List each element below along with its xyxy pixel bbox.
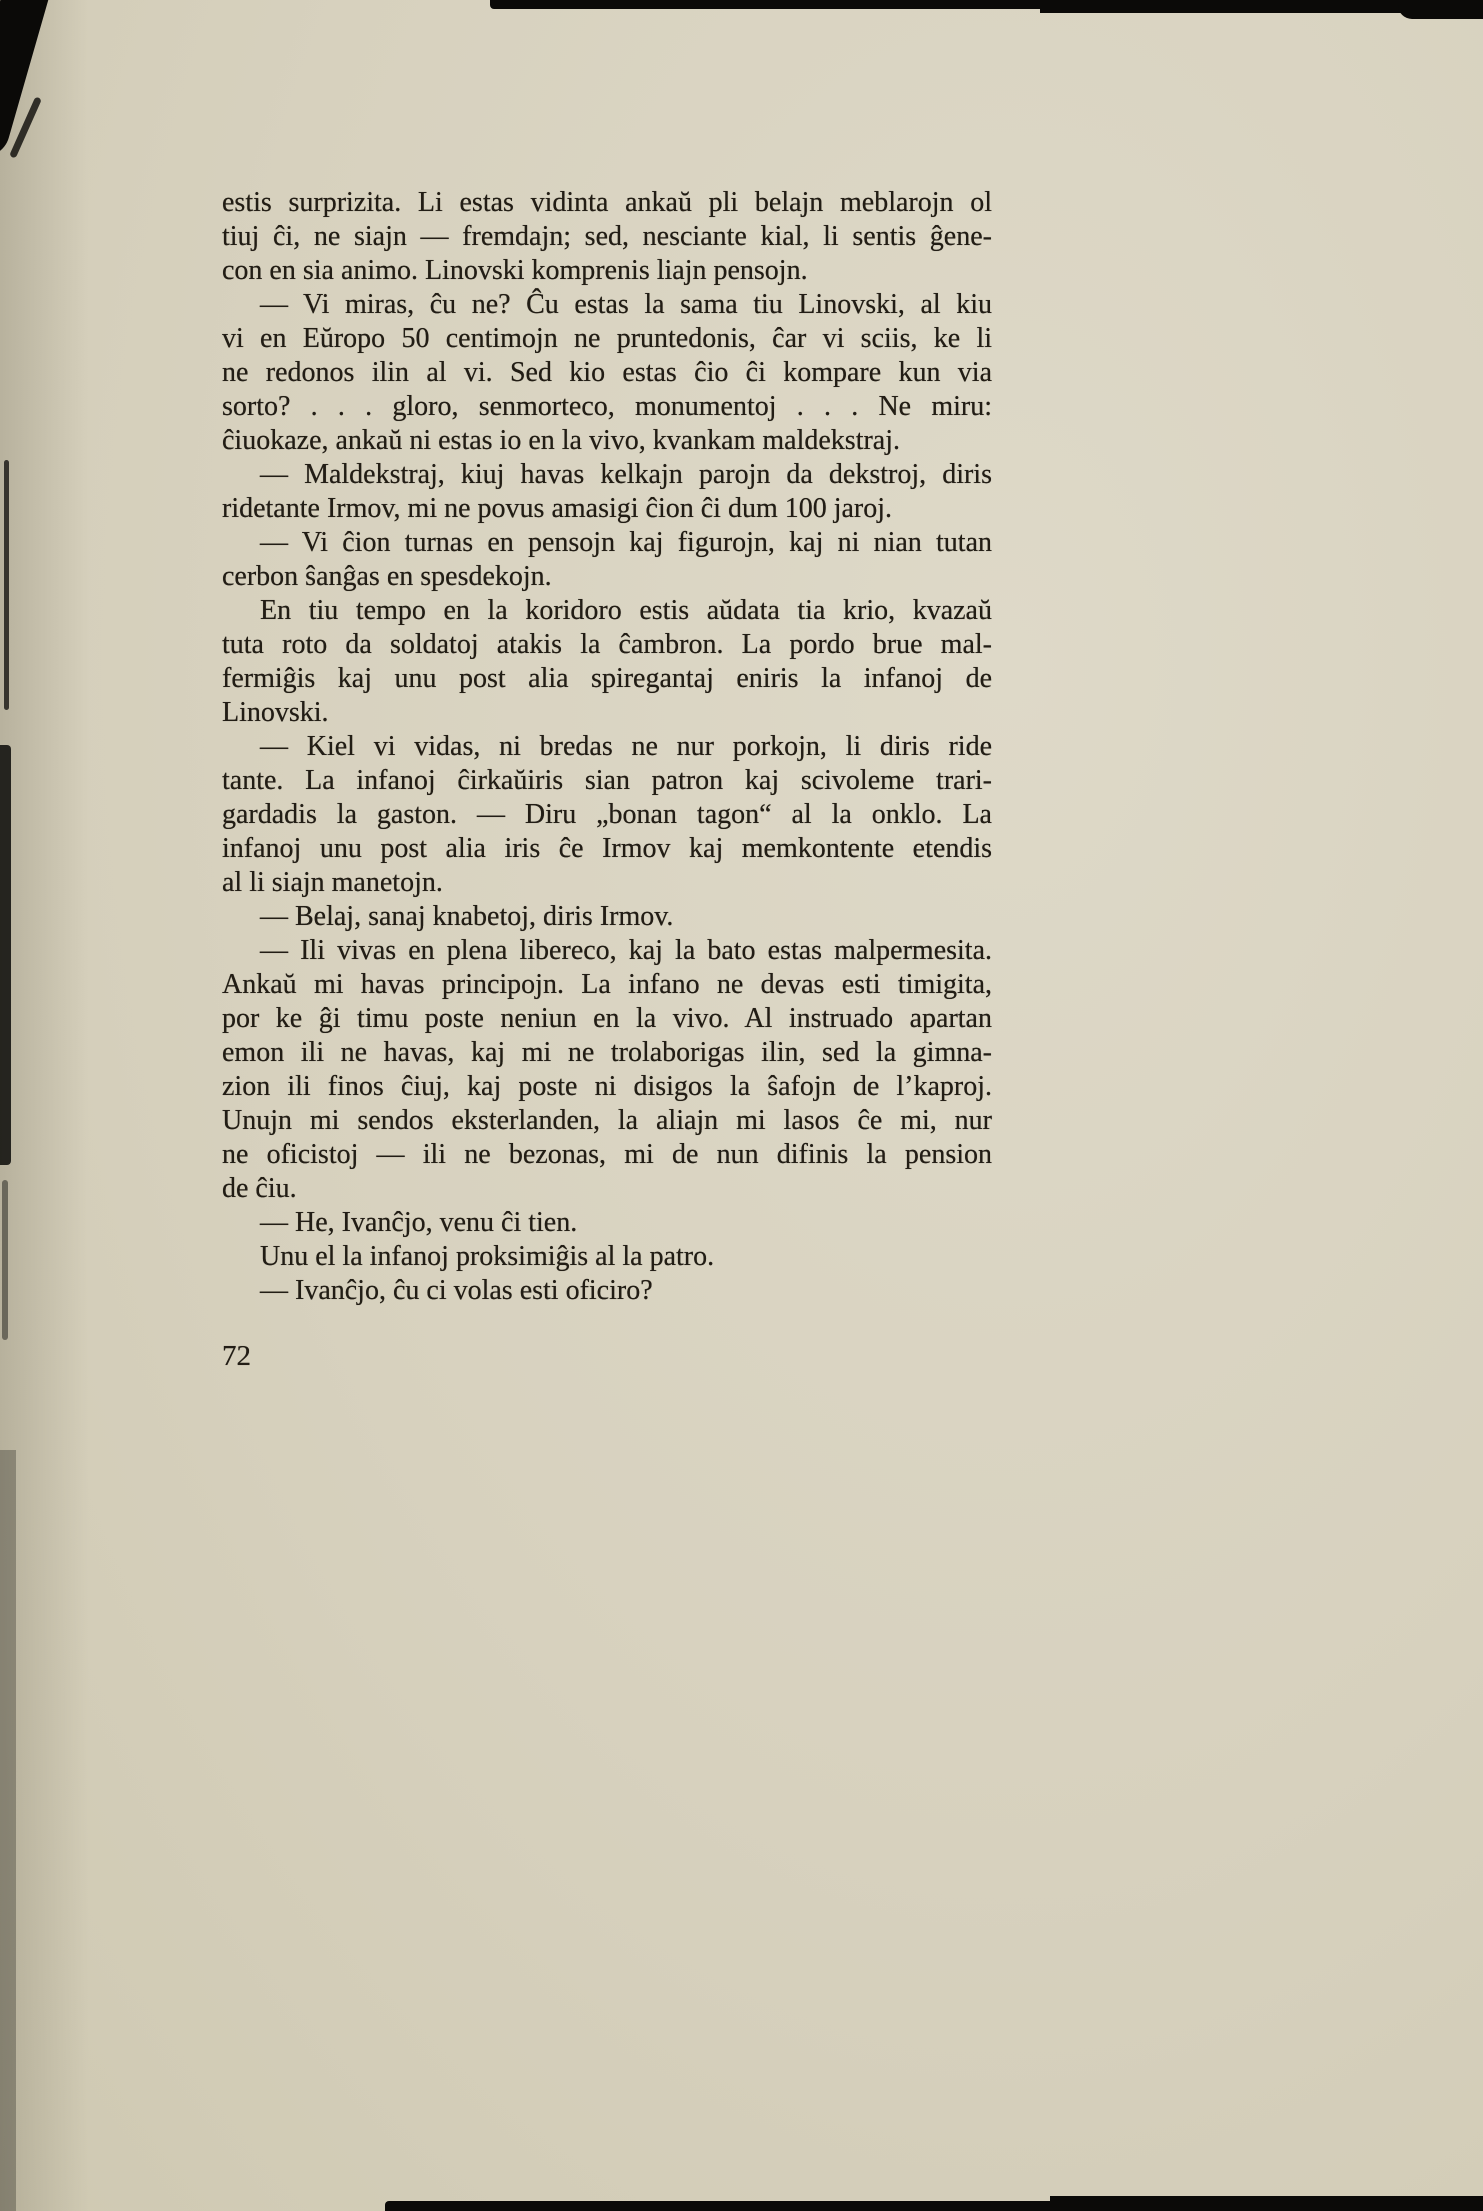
text-line: tuta roto da soldatoj atakis la ĉambron. La pordo brue mal-: [222, 629, 992, 660]
text-line: — Belaj, sanaj knabetoj, diris Irmov.: [260, 901, 674, 932]
text-line: — Kiel vi vidas, ni bredas ne nur porkojn, li diris ride: [260, 731, 992, 762]
text-line: — Vi ĉion turnas en pensojn kaj figurojn, kaj ni nian tutan: [260, 527, 992, 558]
paragraph: [222, 288, 992, 458]
paragraph: [222, 1206, 992, 1240]
paragraph: [222, 730, 992, 900]
paragraph: [222, 934, 992, 1206]
text-line: infanoj unu post alia iris ĉe Irmov kaj memkontente etendis: [222, 833, 992, 864]
text-line: fermiĝis kaj unu post alia spiregantaj eniris la infanoj de: [222, 663, 992, 694]
text-line: — He, Ivanĉjo, venu ĉi tien.: [260, 1207, 578, 1238]
text-line: zion ili finos ĉiuj, kaj poste ni disigos la ŝafojn de l’kaproj.: [222, 1071, 992, 1102]
scan-edge-left-4: [0, 1450, 16, 2211]
text-line: ne redonos ilin al vi. Sed kio estas ĉio ĉi kompare kun via: [222, 357, 992, 388]
paragraph: [222, 1274, 992, 1308]
text-line: con en sia animo. Linovski komprenis liajn pensojn.: [222, 255, 808, 286]
text-line: sorto? . . . gloro, senmorteco, monumentoj . . . Ne miru:: [222, 391, 992, 422]
paragraph: [222, 186, 992, 288]
text-line: — Ili vivas en plena libereco, kaj la bato estas malpermesita.: [260, 935, 992, 966]
text-line: Unu el la infanoj proksimiĝis al la patro.: [260, 1241, 715, 1272]
text-line: por ke ĝi timu poste neniun en la vivo. Al instruado apartan: [222, 1003, 992, 1034]
text-line: vi en Eŭropo 50 centimojn ne pruntedonis, ĉar vi sciis, ke li: [222, 323, 992, 354]
text-line: Ankaŭ mi havas principojn. La infano ne devas esti timigita,: [222, 969, 992, 1000]
scan-edge-bottom-thick: [1050, 2196, 1483, 2211]
paragraph: [222, 594, 992, 730]
scan-mark-top-left: [0, 0, 53, 163]
text-line: — Vi miras, ĉu ne? Ĉu estas la sama tiu Linovski, al kiu: [260, 289, 992, 320]
paragraph: [222, 526, 992, 594]
scan-edge-left-1: [4, 460, 9, 710]
text-line: cerbon ŝanĝas en spesdekojn.: [222, 561, 552, 592]
text-line: gardadis la gaston. — Diru „bonan tagon“ al la onklo. La: [222, 799, 992, 830]
paragraph: [222, 458, 992, 526]
text-line: Unujn mi sendos eksterlanden, la aliajn mi lasos ĉe mi, nur: [222, 1105, 992, 1136]
text-line: estis surprizita. Li estas vidinta ankaŭ pli belajn meblarojn ol: [222, 187, 992, 218]
page-number: 72: [222, 1340, 251, 1372]
scan-edge-left-2: [0, 745, 11, 1165]
text-line: — Ivanĉjo, ĉu ci volas esti oficiro?: [260, 1275, 653, 1306]
text-line: de ĉiu.: [222, 1173, 297, 1204]
text-line: — Maldekstraj, kiuj havas kelkajn parojn da dekstroj, diris: [260, 459, 992, 490]
text-line: ne oficistoj — ili ne bezonas, mi de nun difinis la pension: [222, 1139, 992, 1170]
text-line: En tiu tempo en la koridoro estis aŭdata tia krio, kvazaŭ: [260, 595, 992, 626]
text-line: ridetante Irmov, mi ne povus amasigi ĉion ĉi dum 100 jaroj.: [222, 493, 893, 524]
text-line: emon ili ne havas, kaj mi ne trolaborigas ilin, sed la gimna-: [222, 1037, 992, 1068]
text-line: tante. La infanoj ĉirkaŭiris sian patron kaj scivoleme trari-: [222, 765, 992, 796]
paragraph: [222, 1240, 992, 1274]
text-line: Linovski.: [222, 697, 329, 728]
page-text: [222, 186, 992, 1308]
scan-edge-left-3: [2, 1180, 8, 1340]
scan-edge-bottom: [385, 2201, 1065, 2211]
paragraph: [222, 900, 992, 934]
text-line: tiuj ĉi, ne siajn — fremdajn; sed, nesciante kial, li sentis ĝene-: [222, 221, 992, 252]
scan-corner-top-right: [1398, 0, 1483, 19]
text-line: ĉiuokaze, ankaŭ ni estas io en la vivo, kvankam maldekstraj.: [222, 425, 901, 456]
scan-edge-top: [490, 0, 1050, 9]
text-line: al li siajn manetojn.: [222, 867, 443, 898]
